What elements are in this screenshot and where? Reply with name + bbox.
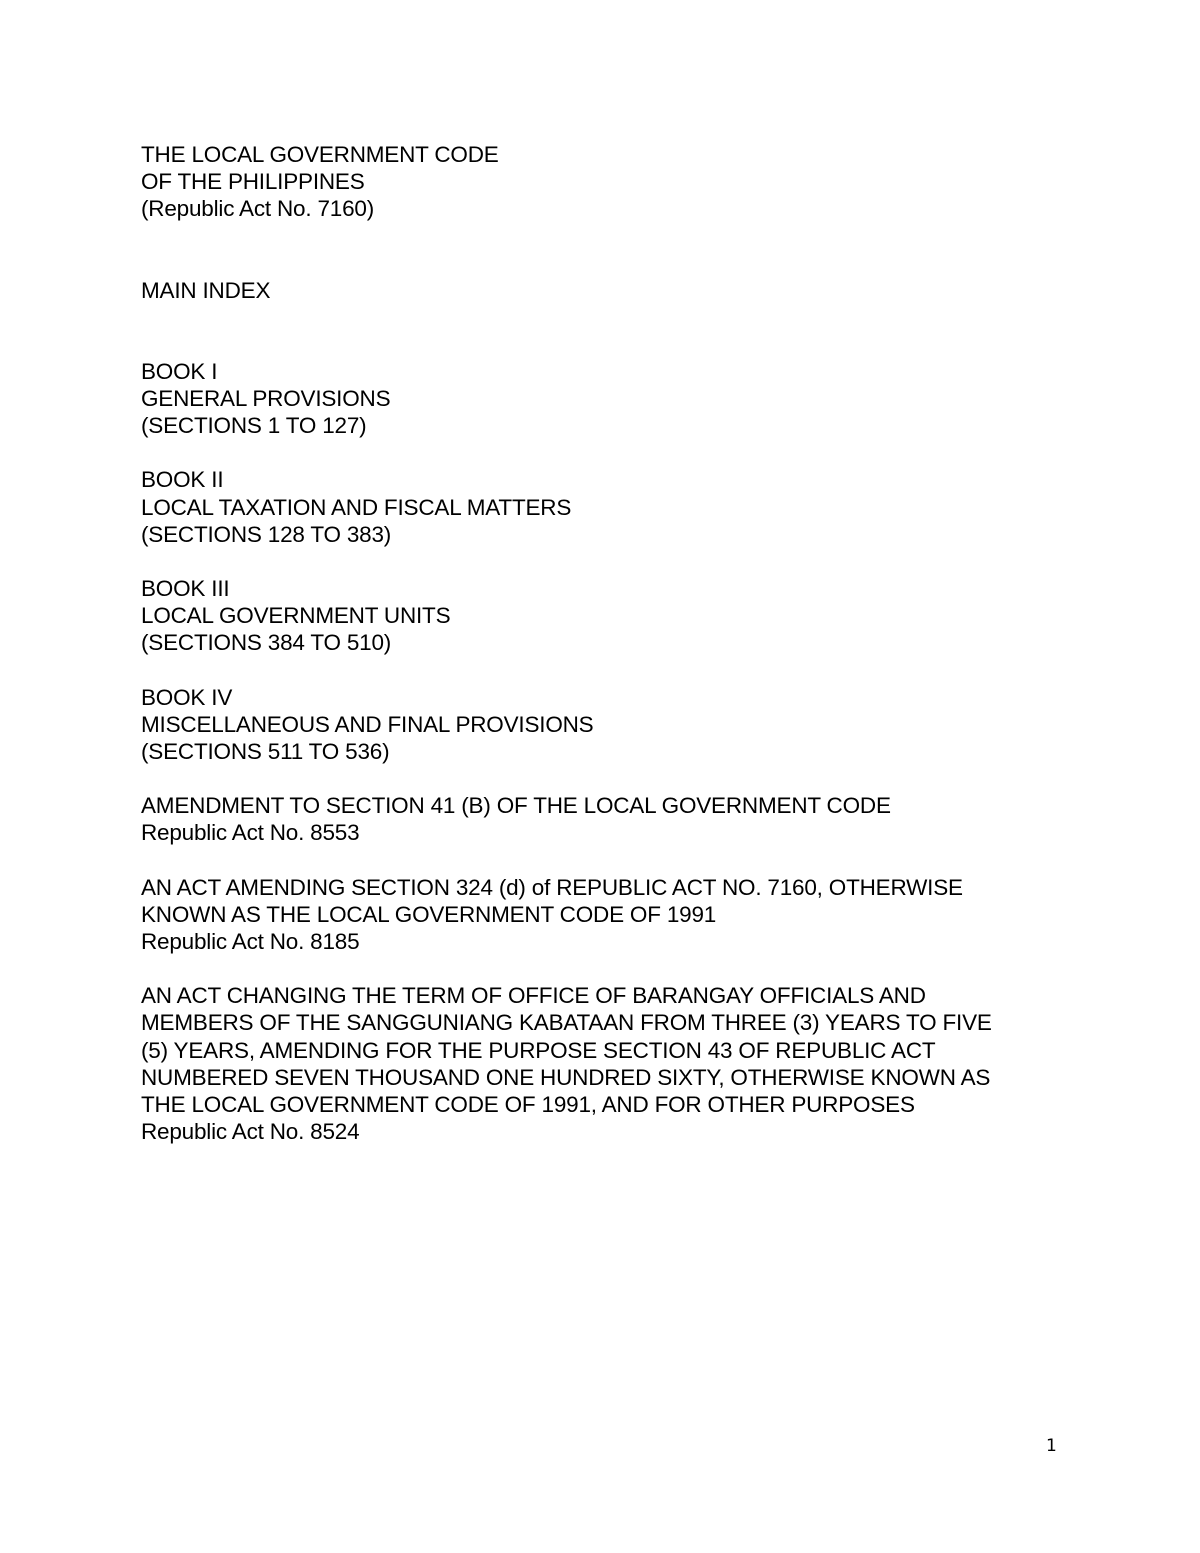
book-title: LOCAL GOVERNMENT UNITS (141, 603, 451, 629)
book-label: BOOK III (141, 576, 230, 602)
book-sections: (SECTIONS 1 TO 127) (141, 413, 367, 439)
book-entry (141, 684, 1101, 766)
document-title (141, 141, 1101, 223)
amendment-entry (141, 792, 1101, 846)
book-title: MISCELLANEOUS AND FINAL PROVISIONS (141, 711, 594, 737)
document-body (141, 141, 1101, 1145)
page-number: 1 (1046, 1436, 1057, 1456)
book-sections: (SECTIONS 384 TO 510) (141, 630, 392, 656)
title-line: OF THE PHILIPPINES (141, 169, 365, 195)
book-entry (141, 575, 1101, 657)
index-heading: MAIN INDEX (141, 277, 271, 303)
amendment-title-line: AMENDMENT TO SECTION 41 (B) OF THE LOCAL GOVERNMENT CODE (141, 793, 891, 819)
amendment-entry (141, 982, 1101, 1145)
book-label: BOOK II (141, 467, 224, 493)
amendment-title-line: AN ACT AMENDING SECTION 324 (d) of REPUBLIC ACT NO. 7160, OTHERWISE (141, 874, 963, 900)
title-line: THE LOCAL GOVERNMENT CODE (141, 142, 499, 167)
book-entry (141, 358, 1101, 440)
amendment-title-line: MEMBERS OF THE SANGGUNIANG KABATAAN FROM THREE (3) YEARS TO FIVE (141, 1010, 992, 1036)
amendment-title-line: THE LOCAL GOVERNMENT CODE OF 1991, AND FOR OTHER PURPOSES (141, 1092, 915, 1118)
book-sections: (SECTIONS 511 TO 536) (141, 739, 390, 765)
book-label: BOOK I (141, 358, 218, 384)
amendment-act-number: Republic Act No. 8553 (141, 820, 360, 846)
amendment-title-line: KNOWN AS THE LOCAL GOVERNMENT CODE OF 1991 (141, 901, 717, 927)
amendment-title-line: NUMBERED SEVEN THOUSAND ONE HUNDRED SIXTY, OTHERWISE KNOWN AS (141, 1064, 991, 1090)
amendment-act-number: Republic Act No. 8524 (141, 1119, 360, 1145)
book-title: LOCAL TAXATION AND FISCAL MATTERS (141, 494, 572, 520)
title-line: (Republic Act No. 7160) (141, 196, 375, 222)
book-entry (141, 466, 1101, 548)
book-sections: (SECTIONS 128 TO 383) (141, 521, 392, 547)
amendment-entry (141, 874, 1101, 956)
amendment-title-line: (5) YEARS, AMENDING FOR THE PURPOSE SECTION 43 OF REPUBLIC ACT (141, 1037, 936, 1063)
book-title: GENERAL PROVISIONS (141, 386, 391, 412)
amendment-act-number: Republic Act No. 8185 (141, 929, 360, 955)
book-label: BOOK IV (141, 684, 233, 710)
amendment-title-line: AN ACT CHANGING THE TERM OF OFFICE OF BARANGAY OFFICIALS AND (141, 983, 926, 1009)
